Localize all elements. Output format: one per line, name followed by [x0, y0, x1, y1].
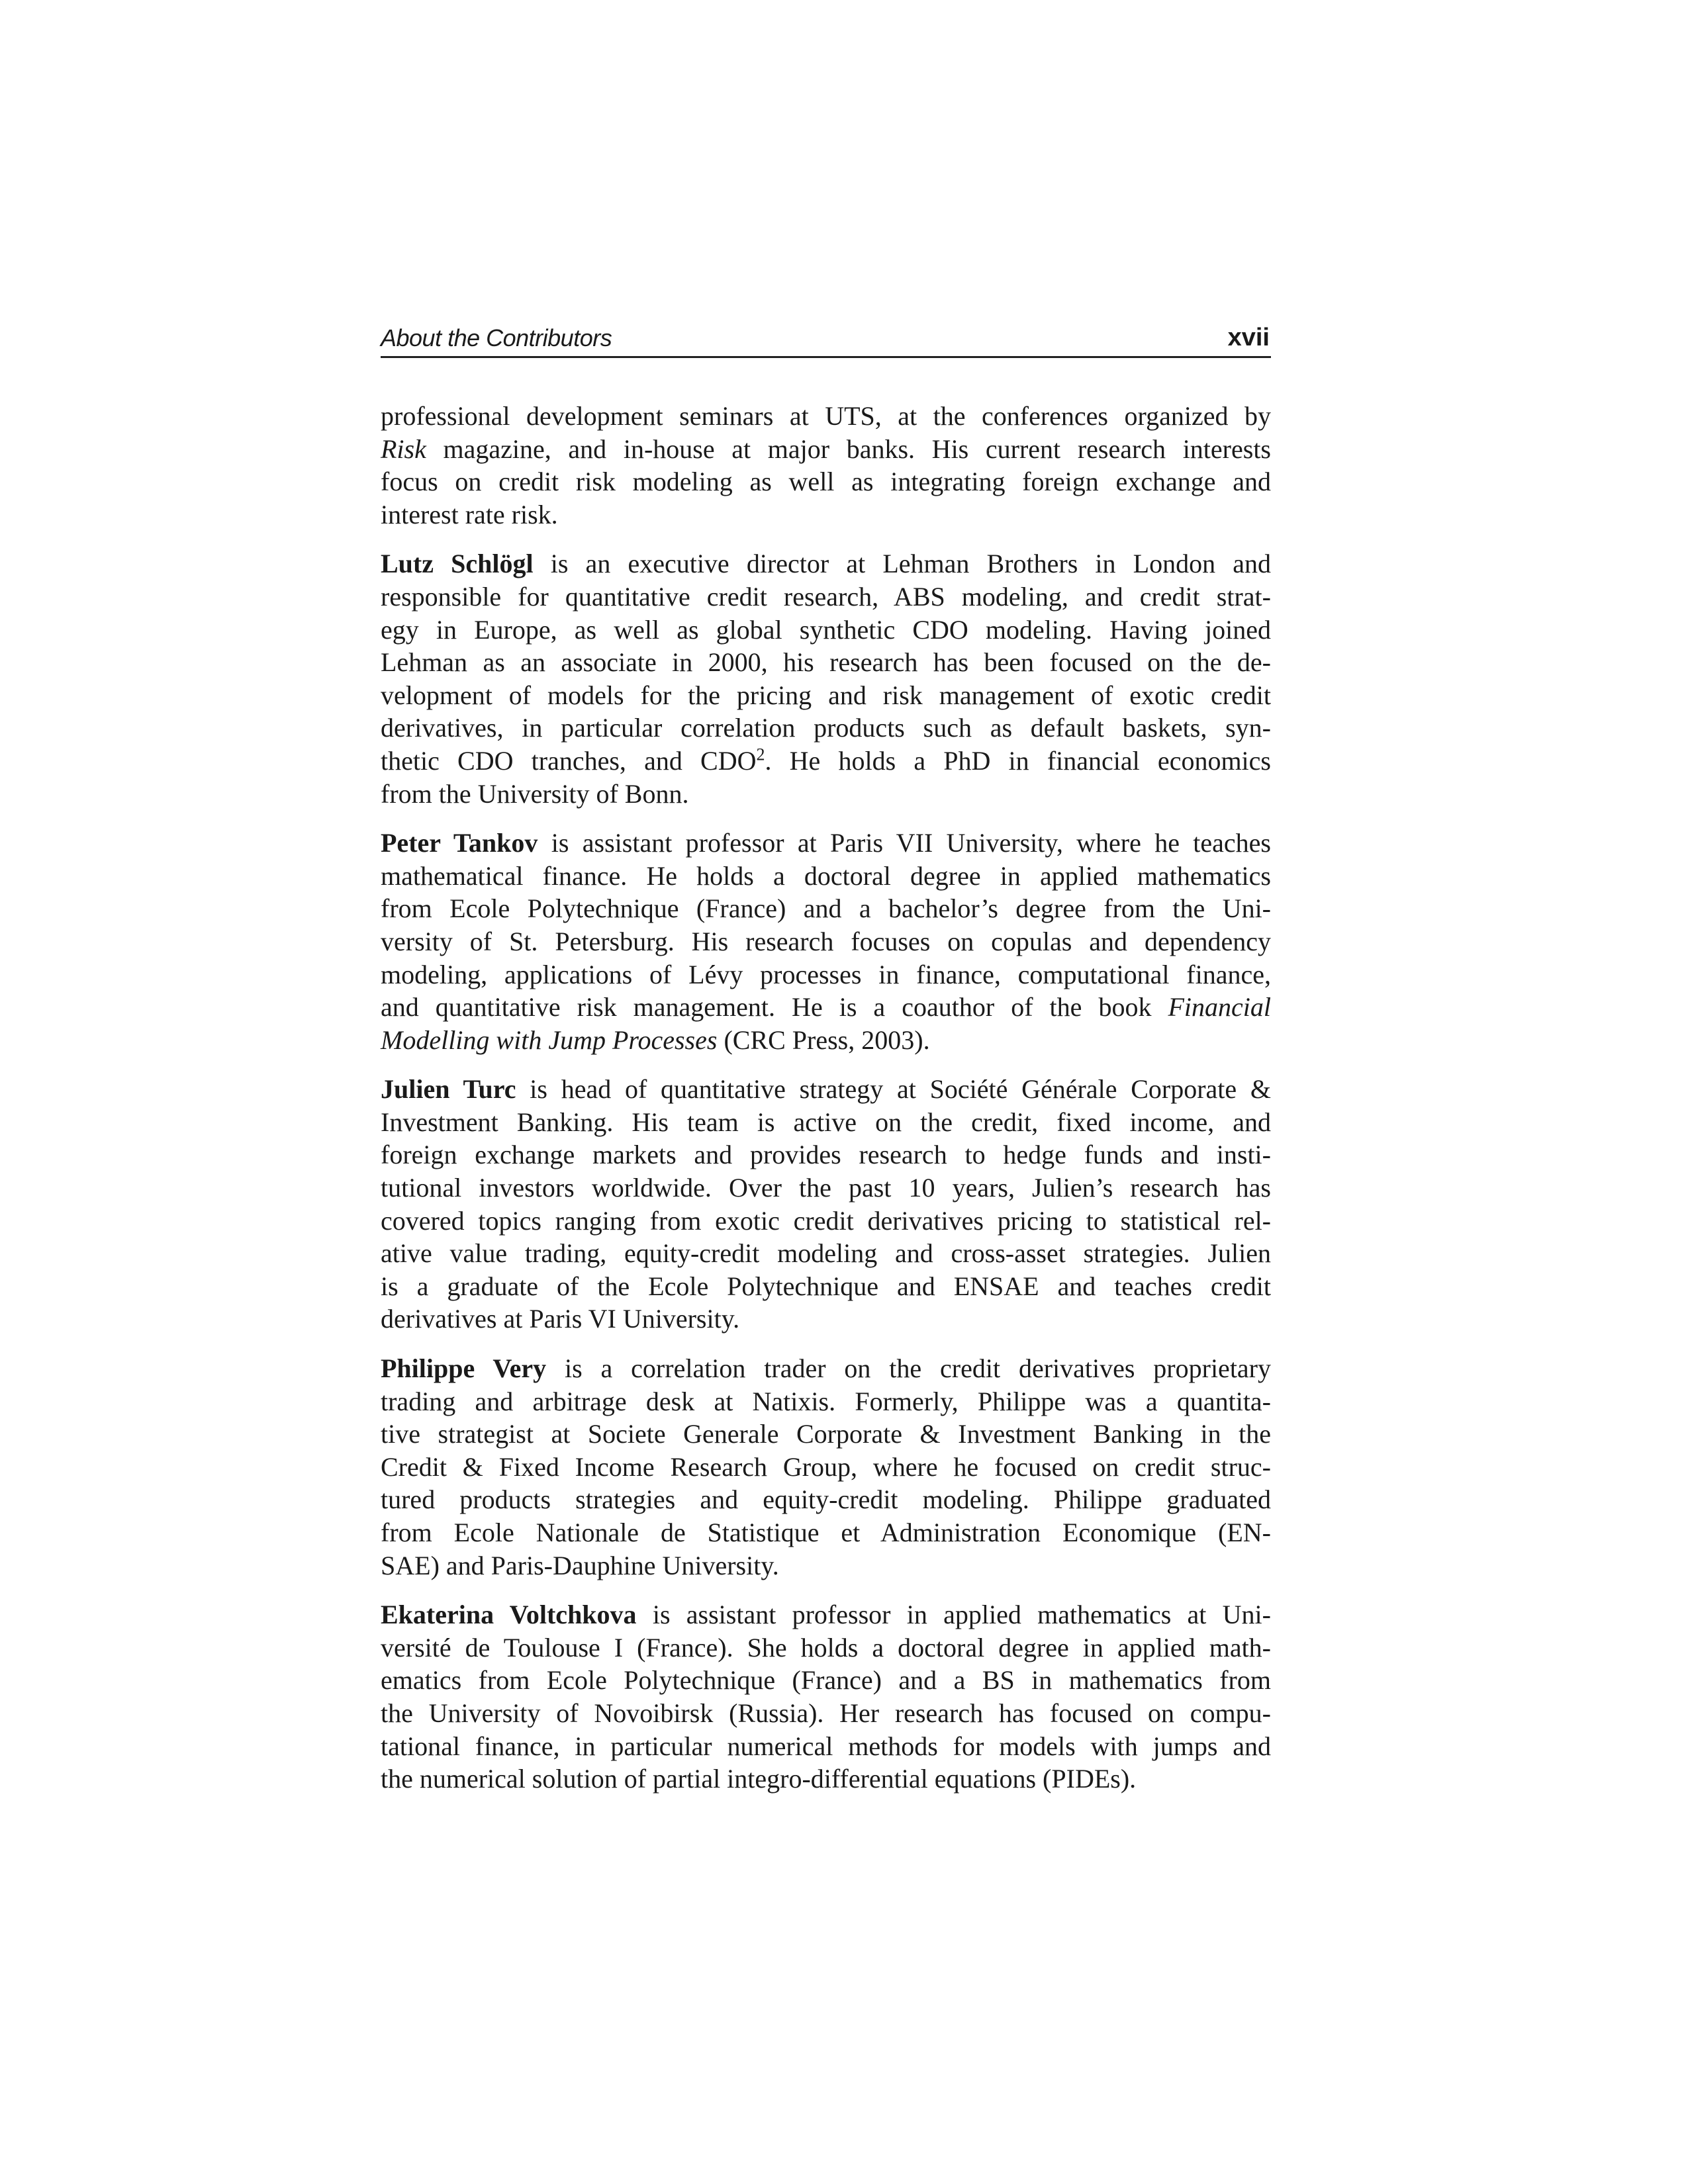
bio-philippe-very	[381, 1352, 1271, 1582]
text-line: egy in Europe, as well as global synthetic CDO modeling. Having joined	[381, 614, 1271, 645]
text-line: responsible for quantitative credit research, ABS modeling, and credit strat-	[381, 581, 1271, 612]
text-line: Philippe Very is a correlation trader on the credit derivatives proprietary	[381, 1353, 1272, 1384]
text-line: tutional investors worldwide. Over the past 10 years, Julien’s research has	[381, 1173, 1271, 1203]
text-line: versité de Toulouse I (France). She holds a doctoral degree in applied math-	[381, 1632, 1271, 1662]
bio-ekaterina-voltchkova	[381, 1598, 1271, 1796]
text-line: Lehman as an associate in 2000, his research has been focused on the de-	[381, 647, 1271, 678]
magazine-title: Risk	[381, 433, 426, 464]
text-line: Ekaterina Voltchkova is assistant professor in applied mathematics at Uni-	[381, 1600, 1271, 1630]
bio-julien-turc	[381, 1073, 1271, 1336]
text-line: professional development seminars at UTS, at the conferences organized by	[381, 401, 1271, 431]
text-line: ematics from Ecole Polytechnique (France) and a BS in mathematics from	[381, 1665, 1271, 1696]
text-line: and quantitative risk management. He is a coauthor of the book Financial	[381, 992, 1271, 1023]
text-line: from Ecole Polytechnique (France) and a bachelor’s degree from the Uni-	[381, 893, 1271, 924]
contributor-name: Lutz Schlögl	[381, 549, 534, 579]
text-line: Lutz Schlögl is an executive director at Lehman Brothers in London and	[381, 549, 1271, 579]
text-line: trading and arbitrage desk at Natixis. Formerly, Philippe was a quantita-	[381, 1386, 1271, 1416]
text-line: the numerical solution of partial integro-differential equations (PIDEs).	[381, 1764, 1137, 1794]
text-line: ative value trading, equity-credit modeling and cross-asset strategies. Julien	[381, 1238, 1271, 1269]
text-line: is a graduate of the Ecole Polytechnique and ENSAE and teaches credit	[381, 1271, 1271, 1301]
text-line: covered topics ranging from exotic credit derivatives pricing to statistical rel-	[381, 1205, 1271, 1236]
text-line: Risk magazine, and in-house at major banks. His current research interests	[381, 433, 1271, 464]
text-line: Julien Turc is head of quantitative strategy at Société Générale Corporate &	[381, 1074, 1271, 1105]
contributor-name: Ekaterina Voltchkova	[381, 1600, 637, 1630]
text-line: the University of Novoibirsk (Russia). Her research has focused on compu-	[381, 1698, 1271, 1728]
contributor-name: Peter Tankov	[381, 828, 538, 858]
superscript: 2	[756, 745, 765, 764]
text-line: tive strategist at Societe Generale Corporate & Investment Banking in the	[381, 1419, 1271, 1449]
text-line: from Ecole Nationale de Statistique et Administration Economique (EN-	[381, 1518, 1271, 1547]
text-line: tational finance, in particular numerical methods for models with jumps and	[381, 1731, 1271, 1761]
book-title: Financial	[1168, 992, 1271, 1023]
page-header	[381, 323, 1271, 358]
running-head: About the Contributors	[381, 324, 612, 351]
text-line: Credit & Fixed Income Research Group, where he focused on credit struc-	[381, 1451, 1271, 1482]
text-line: velopment of models for the pricing and risk management of exotic credit	[381, 680, 1271, 710]
text-line: SAE) and Paris-Dauphine University.	[381, 1550, 779, 1580]
page-number: xvii	[1227, 324, 1270, 351]
text-line: versity of St. Petersburg. His research focuses on copulas and dependency	[381, 926, 1271, 956]
text-line: tured products strategies and equity-credit modeling. Philippe graduated	[381, 1484, 1271, 1515]
text-line: Peter Tankov is assistant professor at Paris VII University, where he teaches	[381, 828, 1271, 858]
text-line: Investment Banking. His team is active on the credit, fixed income, and	[381, 1107, 1271, 1137]
contributor-name: Julien Turc	[381, 1074, 516, 1105]
text-line: from the University of Bonn.	[381, 778, 689, 809]
book-title: Modelling with Jump Processes	[381, 1024, 718, 1055]
text-line: focus on credit risk modeling as well as integrating foreign exchange and	[381, 467, 1271, 497]
bio-peter-tankov	[381, 827, 1271, 1056]
text-line: derivatives, in particular correlation products such as default baskets, syn-	[381, 713, 1271, 743]
text-line: thetic CDO tranches, and CDO$^2$. He holds a PhD in financial economics	[381, 745, 1271, 776]
text-line: mathematical finance. He holds a doctoral degree in applied mathematics	[381, 860, 1271, 891]
text-line: modeling, applications of Lévy processes in finance, computational finance,	[381, 959, 1271, 989]
contributor-name: Philippe Very	[381, 1353, 547, 1384]
text-line: interest rate risk.	[381, 499, 558, 529]
contributors-text	[381, 400, 1271, 1812]
text-line: foreign exchange markets and provides research to hedge funds and insti-	[381, 1140, 1271, 1170]
bio-lutz-schlogl	[381, 547, 1271, 810]
bio-paragraph-continuation	[381, 400, 1271, 531]
text-line: Modelling with Jump Processes (CRC Press, 2003).	[381, 1024, 930, 1055]
text-line: derivatives at Paris VI University.	[381, 1304, 740, 1334]
